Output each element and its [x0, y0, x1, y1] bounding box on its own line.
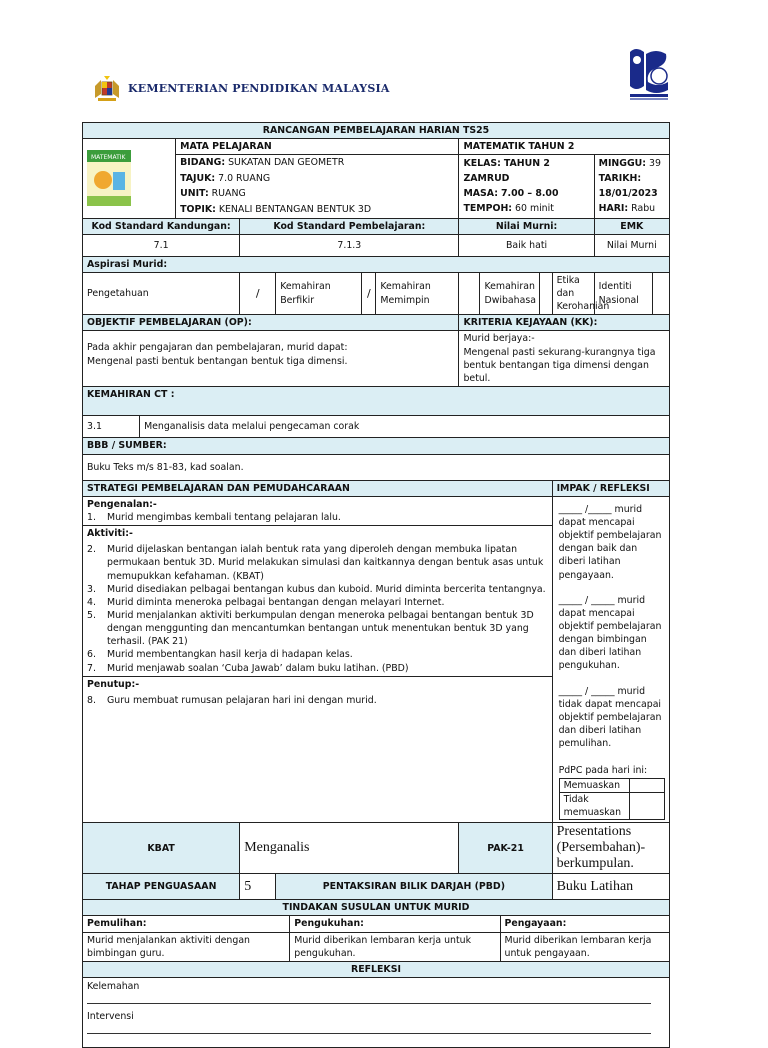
aspirasi-memimpin: Kemahiran Memimpin — [376, 272, 459, 314]
list-item: 2. Murid dijelaskan bentangan ialah bentuk rata yang diperoleh dengan membuka lipatan permukaan bentuk 3D. Murid melakukan simulasi dan kaitkannya dengan bentuk asas untuk memupukkan kefahaman. (KBAT) — [87, 544, 544, 582]
malaysia-coat-of-arms-icon — [92, 74, 122, 104]
plan-title: RANCANGAN PEMBELAJARAN HARIAN TS25 — [83, 123, 670, 139]
pbd-label: PENTAKSIRAN BILIK DARJAH (PBD) — [276, 874, 552, 900]
tarikh-label: TARIKH: — [598, 173, 642, 185]
ksp-value: 7.1.3 — [240, 234, 459, 256]
kriteria-text-1: Murid berjaya:- — [463, 333, 535, 345]
aspirasi-berfikir: Kemahiran Berfikir — [276, 272, 362, 314]
objektif-label: OBJEKTIF PEMBELAJARAN (OP): — [83, 315, 459, 331]
emk-value: Nilai Murni — [594, 234, 669, 256]
kelas-value: TAHUN 2 ZAMRUD — [463, 158, 550, 185]
strategi-label: STRATEGI PEMBELAJARAN DAN PEMUDAHCARAAN — [83, 480, 553, 496]
kriteria-label: KRITERIA KEJAYAAN (KK): — [459, 315, 670, 331]
tahap-value: 5 — [240, 874, 276, 900]
hari-label: HARI: — [598, 203, 629, 215]
minggu-label: MINGGU: — [598, 158, 647, 170]
tahap-label: TAHAP PENGUASAAN — [83, 874, 240, 900]
masa-value: 7.00 – 8.00 — [500, 188, 559, 200]
tarikh-value: 18/01/2023 — [598, 188, 658, 200]
intervensi-label: Intervensi — [87, 1011, 134, 1023]
impak-para-2: _____ / _____ murid dapat mencapai objektif pembelajaran dengan bimbingan dan diberi latihan pengukuhan. — [558, 594, 662, 672]
pemulihan-text: Murid menjalankan aktiviti dengan bimbingan guru. — [83, 932, 290, 961]
aktiviti-label: Aktiviti:- — [87, 528, 133, 540]
list-item: 7. Murid menjawab soalan ‘Cuba Jawab’ dalam buku latihan. (PBD) — [87, 662, 409, 674]
kriteria-text-2: Mengenal pasti sekurang-kurangnya tiga bentuk bentangan tiga dimensi dengan betul. — [463, 346, 656, 384]
tempoh-label: TEMPOH: — [463, 203, 513, 215]
pbd-value: Buku Latihan — [552, 874, 669, 900]
minggu-value: 39 — [649, 158, 661, 170]
impak-label: IMPAK / REFLEKSI — [552, 480, 669, 496]
aspirasi-dwibahasa-mark — [539, 272, 552, 314]
pdpc-label: PdPC pada hari ini: — [558, 765, 648, 777]
kbat-label: KBAT — [83, 823, 240, 874]
kbat-value: Menganalis — [240, 823, 459, 874]
refleksi-label: REFLEKSI — [83, 961, 670, 977]
svg-text:MATEMATIK: MATEMATIK — [91, 154, 126, 162]
kelemahan-label: Kelemahan — [87, 981, 140, 993]
subject-label: MATA PELAJARAN — [176, 139, 459, 155]
pdpc-options — [559, 778, 665, 820]
ksp-label: Kod Standard Pembelajaran: — [240, 218, 459, 234]
kelemahan-line[interactable] — [87, 1003, 651, 1004]
penutup-label: Penutup:- — [87, 678, 140, 690]
pemulihan-label: Pemulihan: — [83, 916, 290, 932]
ksk-value: 7.1 — [83, 234, 240, 256]
aspirasi-etika: Etika dan Kerohanian — [552, 272, 594, 314]
emk-label: EMK — [594, 218, 669, 234]
list-item: 3. Murid disediakan pelbagai bentangan kubus dan kuboid. Murid diminta bercerita tentangnya. — [87, 583, 546, 595]
pak21-label: PAK-21 — [459, 823, 552, 874]
pengenalan-list — [87, 511, 548, 524]
penutup-list — [87, 694, 548, 707]
ksk-label: Kod Standard Kandungan: — [83, 218, 240, 234]
pengayaan-text: Murid diberikan lembaran kerja untuk pengayaan. — [500, 932, 670, 961]
nilai-label: Nilai Murni: — [459, 218, 594, 234]
pengenalan-label: Pengenalan:- — [87, 498, 157, 510]
pdpc-option-memuaskan: Memuaskan — [559, 778, 629, 792]
bidang-value: SUKATAN DAN GEOMETR — [228, 157, 345, 169]
tindakan-label: TINDAKAN SUSULAN UNTUK MURID — [83, 900, 670, 916]
bbb-text: Buku Teks m/s 81-83, kad soalan. — [83, 454, 670, 480]
tajuk-label: TAJUK: — [180, 172, 216, 184]
kelas-label: KELAS: — [463, 158, 501, 170]
list-item: 4. Murid diminta meneroka pelbagai bentangan dengan melayari Internet. — [87, 596, 445, 608]
kemahiran-ct-code: 3.1 — [83, 416, 140, 438]
intervensi-line[interactable] — [87, 1033, 651, 1034]
list-item: 6. Murid membentangkan hasil kerja di hadapan kelas. — [87, 649, 353, 661]
aspirasi-label: Aspirasi Murid: — [83, 256, 670, 272]
bidang-label: BIDANG: — [180, 157, 226, 169]
pengukuhan-label: Pengukuhan: — [290, 916, 500, 932]
nilai-value: Baik hati — [459, 234, 594, 256]
aspirasi-dwibahasa: Kemahiran Dwibahasa — [480, 272, 539, 314]
topik-value: KENALI BENTANGAN BENTUK 3D — [218, 203, 372, 215]
masa-label: MASA: — [463, 188, 498, 200]
tempoh-value: 60 minit — [515, 203, 554, 215]
list-item: 8. Guru membuat rumusan pelajaran hari ini dengan murid. — [87, 694, 377, 706]
subject-value: MATEMATIK TAHUN 2 — [459, 139, 670, 155]
pdpc-checkbox[interactable] — [630, 778, 665, 792]
aspirasi-pengetahuan: Pengetahuan — [83, 272, 240, 314]
aspirasi-identiti: Identiti Nasional — [594, 272, 652, 314]
topik-label: TOPIK: — [180, 203, 216, 215]
pengukuhan-text: Murid diberikan lembaran kerja untuk pengukuhan. — [290, 932, 500, 961]
ministry-title: KEMENTERIAN PENDIDIKAN MALAYSIA — [128, 82, 390, 95]
unit-label: UNIT: — [180, 188, 209, 200]
aspirasi-berfikir-mark: / — [362, 272, 376, 314]
objektif-text-2: Mengenal pasti bentuk bentangan bentuk tiga dimensi. — [87, 355, 348, 367]
unit-value: RUANG — [211, 188, 246, 200]
textbook-cover-icon — [87, 150, 131, 206]
pdpc-option-tidak-memuaskan: Tidak memuaskan — [559, 792, 629, 819]
aktiviti-list — [87, 543, 548, 675]
objektif-text-1: Pada akhir pengajaran dan pembelajaran, murid dapat: — [87, 342, 348, 354]
textbook-cover — [83, 139, 176, 218]
pengayaan-label: Pengayaan: — [500, 916, 670, 932]
aspirasi-memimpin-mark — [459, 272, 480, 314]
list-item: 1. Murid mengimbas kembali tentang pelajaran lalu. — [87, 511, 341, 523]
impak-para-1: _____ /_____ murid dapat mencapai objektif pembelajaran dengan baik dan diberi latihan pengayaan. — [558, 503, 662, 581]
hari-value: Rabu — [631, 203, 656, 215]
aspirasi-pengetahuan-mark: / — [240, 272, 276, 314]
pdpc-checkbox[interactable] — [630, 792, 665, 819]
list-item: 5. Murid menjalankan aktiviti berkumpulan dengan meneroka pelbagai bentangan bentuk 3D dengan menggunting dan mencantumkan bentangan untuk menentukan bentuk 3D yang terhasil. (PAK 21) — [87, 610, 534, 648]
pak21-value: Presentations (Persembahan)-berkumpulan. — [552, 823, 669, 874]
tajuk-value: 7.0 RUANG — [218, 172, 271, 184]
bbb-label: BBB / SUMBER: — [83, 438, 670, 454]
ts25-logo-icon — [626, 46, 672, 102]
kemahiran-ct-text: Menganalisis data melalui pengecaman corak — [140, 416, 670, 438]
lesson-plan-table — [82, 122, 670, 1048]
impak-para-3: _____ / _____ murid tidak dapat mencapai objektif pembelajaran dan diberi latihan pemulihan. — [558, 685, 662, 750]
kemahiran-ct-label: KEMAHIRAN CT : — [83, 387, 670, 416]
aspirasi-identiti-mark — [652, 272, 669, 314]
